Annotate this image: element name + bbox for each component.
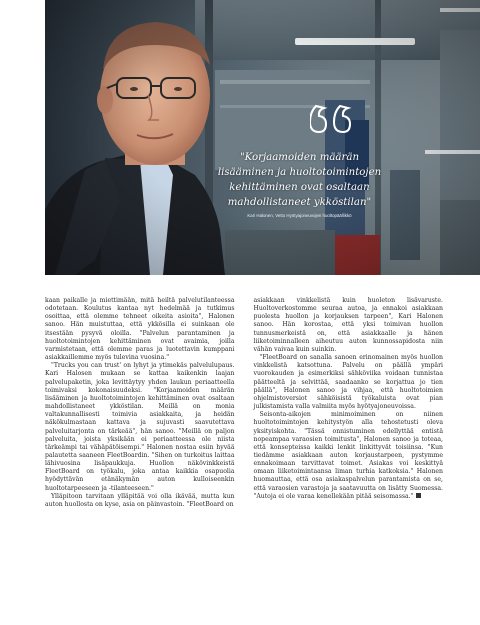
article-paragraph: kaan paikalle ja miettimään, mitä heiltä palvelutilanteessa odotetaan. Koulutus kantaa nyt hedelmää ja tutkimus osoittaa, että olemme tehneet oikeita asioita", Halonen sanoo. Hän muistuttaa, että ykkösilla ei suinkaan ole itsestään pysyvä oloilla. "Palvelun parantaminen ja huoltotoimintojen kehittäminen ovat avaimia, joilla varmistetaan, että olemme paras ja luotettavin kumppani asiakkaillemme myös tulevina vuosina." (45, 297, 235, 362)
article-column-right (254, 297, 444, 607)
article-body (45, 297, 443, 607)
end-of-article-square-icon (416, 493, 421, 498)
pull-quote-text (212, 150, 387, 210)
article-paragraph: Ylläpitoon tarvitaan ylläpitää voi olla ikävää, mutta kun auton huollosta on kyse, asia on päinvastoin. "FleetBoard on (45, 492, 235, 508)
article-paragraph: "Trucks you can trust' on lyhyt ja ytimekäs palvelulupaus. Kari Halosen mukaan se kattaa kaikenkin laajan palvelupaketin, joka levittäytyy yhden laukun periaatteella toimivaksi kokonaisuudeksi. "Korjaamoiden määrän lisääminen ja huoltotoimintojen kehittäminen ovat osaltaan mahdollistaneet ykköstilan. Meillä on monia valtakunnallisesti toimivia asiakkaita, ja heidän näkökulmastaan kattava ja sujuvasti saavutettava palveluitarjonta on tärkeää", hän sanoo. "Meillä on paljon palveluita, joista yksikään ei periaatteessa ole niista tärkeämpi tai vähäpätöisempi." Halonen nostaa esiin hyvää palautetta saaneen FleetBoardin. "Sihen on turkoitus laittaa lähivuosina lisäpaukkuja. Huollon näkövinkkeistä FleetBoard on työkalu, joka antaa kaikkia osapuolia hyödyttävän etänäkymän auton kulloiseenkin huoltotarpeeseen ja -tilanteeseen." (45, 362, 235, 492)
article-column-left (45, 297, 235, 607)
article-paragraph-text: Seisonta-aikojen minimoiminen on niinen huoltotoimintojen kehitystyön alla tehostetusti oleva yksityiskohta. "Tässä onnistuminen edellyttää entistä nopeampaa varaosien toimitusta", Halonen sanoo ja toteaa, että konsepteissa kaikki lenkit linkittyvät toisiinsa. "Kun tiedämme asiakkaan auton korjaustarpeen, pystymme ennakoimaan tarvittavat toimet. Asiakas voi keskittyä omaan liiketoimintaansa liman turhia katkoksia." Halonen huomauttaa, että osa asiakaspalvelun parantamista on se, että varaosien varastoja ja saatavuutta on lisätty Suomessa. "Autoja ei ole varaa kenellekään pitää seisomassa." (253, 411, 443, 500)
pull-quote-line: lisääminen ja huoltotoimintojen (217, 167, 382, 178)
pull-quote-line: "Korjaamoiden määrän (239, 152, 360, 163)
workshop-portrait-image (45, 0, 480, 275)
article-paragraph: "FleetBoard on sanalla sanoen erinomainen myös huollon vinkkelistä katsottuna. Palvelu on päällä ympäri vuorokauden ja esimerkiksi sähköviika voidaan tunnistaa päätteeltä ja selvittää, saadaanko se korjattua jo tien päällä", Halonen sanoo ja vihjaa, että huoltotoimien ohjelmistoversiot sähköisistä työkaluista ovat pian julkistamista valla valmiita myös hyötyajoneuvoissa. (253, 354, 443, 411)
quotation-marks-icon (310, 102, 370, 152)
hero-photo (45, 0, 480, 275)
article-paragraph: asiakkaan vinkkelistä kuin huoleton lisävaruste. Huoltoverkostomme seuraa autoa, ja ennakoi asiakkaan puolesta huollon ja korjauksen tarpeen", Kari Halonen sanoo. Hän korostaa, että yksi toimivan huollon tunnusmerkeistä on, että asiakkaalle ja hänen liiketoiminnalleen aiheutuu auton kunnossapidosta niin vähän vaivaa kuin suinkin. (253, 297, 443, 353)
pull-quote (212, 150, 387, 218)
article-paragraph (254, 411, 444, 501)
pull-quote-line: mahdollistaneet ykköstilan" (227, 197, 372, 208)
pull-quote-line: kehittäminen ovat osaltaan (229, 182, 370, 193)
pull-quote-attribution: Kari Halonen, Vetto Hyötyajoneuvojen huoltopäällikkö (247, 213, 352, 218)
